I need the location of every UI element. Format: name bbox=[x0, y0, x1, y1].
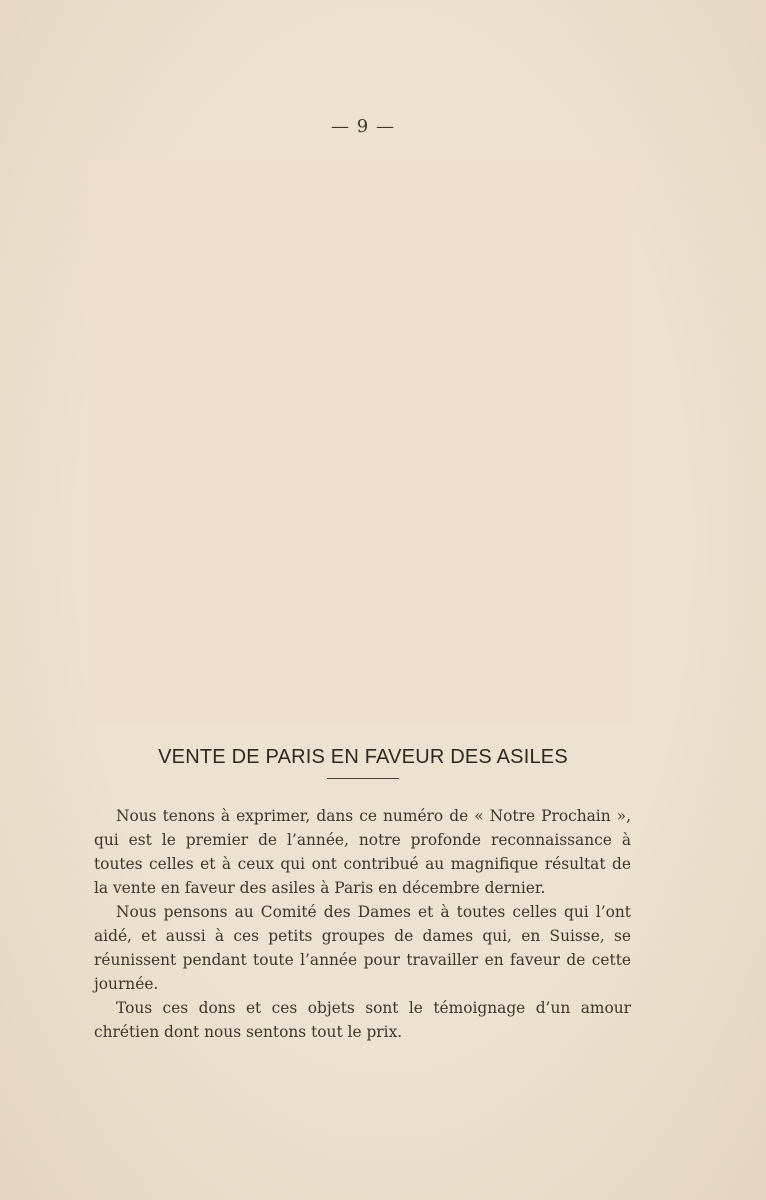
title-divider bbox=[327, 778, 399, 779]
illustration-placeholder bbox=[88, 160, 633, 723]
page-number: — 9 — bbox=[331, 116, 395, 137]
paragraph: Tous ces dons et ces objets sont le témoignage d’un amour chrétien dont nous sentons tout le prix. bbox=[94, 999, 631, 1041]
article-title: VENTE DE PARIS EN FAVEUR DES ASILES bbox=[158, 746, 568, 768]
paragraph: Nous tenons à exprimer, dans ce numéro de « Notre Prochain », qui est le premier de l’année, notre profonde reconnaissance à toutes celles et à ceux qui ont contribué au magnifique résultat de la vente en faveur des asiles à Paris en décembre dernier. bbox=[94, 807, 631, 897]
article-body bbox=[94, 804, 631, 1044]
paragraph: Nous pensons au Comité des Dames et à toutes celles qui l’ont aidé, et aussi à ces petits groupes de dames qui, en Suisse, se réunissent pendant toute l’année pour travailler en faveur de cette journée. bbox=[94, 903, 631, 993]
